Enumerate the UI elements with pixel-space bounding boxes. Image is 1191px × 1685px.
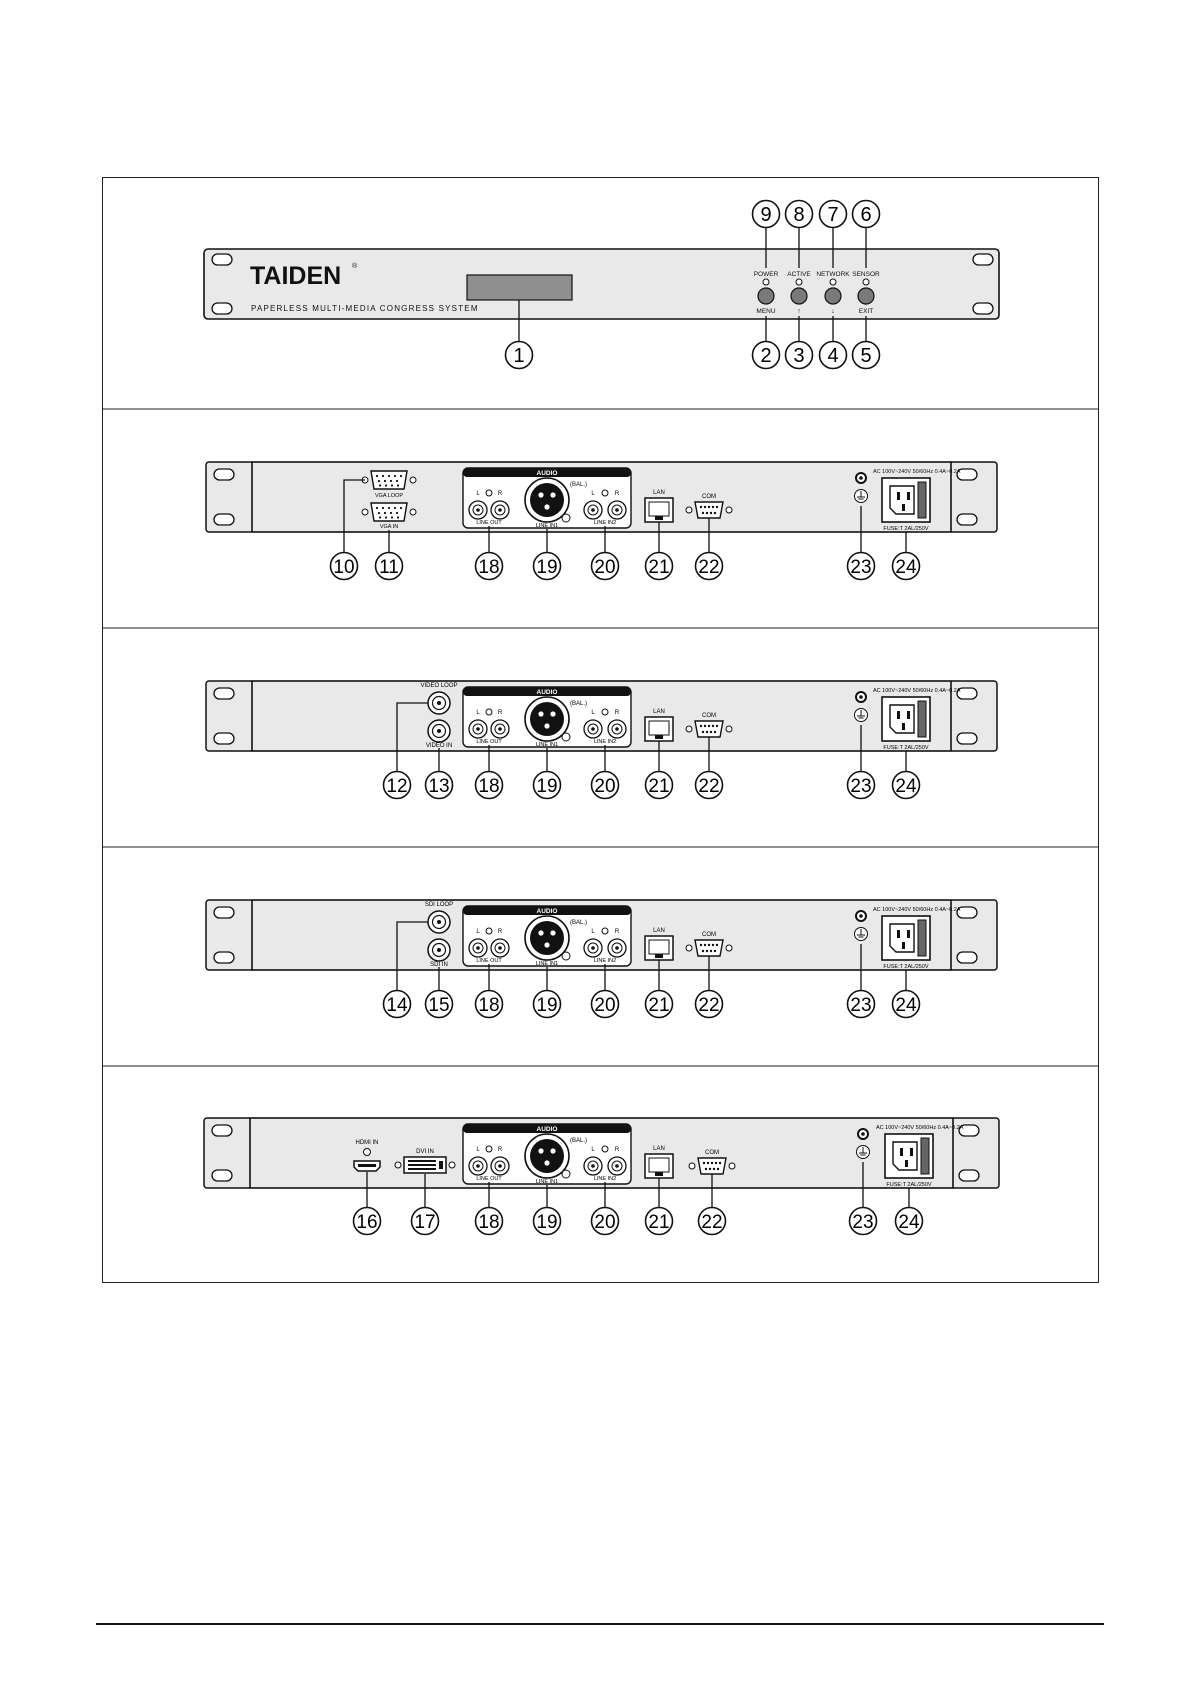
svg-text:LINE IN2: LINE IN2 [593,1176,617,1182]
callout-11 [376,553,403,580]
svg-text:R: R [614,491,620,497]
callout-23 [850,1208,877,1235]
svg-text:L: L [591,1147,595,1153]
svg-text:24: 24 [895,995,917,1016]
svg-text:COM: COM [705,1150,719,1156]
callout-18 [476,772,503,799]
lan-port[interactable] [645,717,673,741]
svg-text:20: 20 [594,776,616,797]
svg-text:16: 16 [356,1212,378,1233]
line-out-right-jack[interactable] [491,501,509,519]
svg-text:VIDEO LOOP: VIDEO LOOP [420,683,458,689]
svg-text:19: 19 [536,1212,558,1233]
rear-panel-hdmi-dvi [204,1118,999,1235]
line-in2-right-jack[interactable] [608,501,626,519]
svg-text:COM: COM [702,494,716,500]
svg-text:18: 18 [478,776,500,797]
svg-text:SDI IN: SDI IN [430,962,448,968]
exit-button[interactable] [858,288,874,304]
svg-text:21: 21 [648,1212,670,1233]
svg-text:8: 8 [793,204,805,226]
svg-text:4: 4 [827,345,839,367]
power-led [763,279,769,285]
svg-text:LINE IN1: LINE IN1 [535,742,559,748]
line-in1-xlr[interactable] [525,1134,570,1178]
svg-text:FUSE:T 2AL/250V: FUSE:T 2AL/250V [886,1182,932,1188]
callout-21 [646,772,673,799]
power-inlet[interactable] [882,916,930,960]
svg-text:R: R [614,1147,620,1153]
callout-16 [354,1208,381,1235]
menu-button[interactable] [758,288,774,304]
svg-text:HDMI IN: HDMI IN [355,1140,379,1146]
bal-label: (BAL.) [570,482,588,488]
svg-text:VIDEO IN: VIDEO IN [425,743,453,749]
svg-text:24: 24 [898,1212,920,1233]
callout-23 [848,553,875,580]
svg-text:LINE IN2: LINE IN2 [593,958,617,964]
svg-text:2: 2 [760,345,772,367]
line-out-right-jack[interactable] [491,1157,509,1175]
svg-text:18: 18 [478,1212,500,1233]
line-in2-left-jack[interactable] [584,720,602,738]
svg-text:FUSE:T 2AL/250V: FUSE:T 2AL/250V [883,964,929,970]
svg-text:LAN: LAN [653,709,665,715]
callout-23 [848,991,875,1018]
svg-text:21: 21 [648,776,670,797]
svg-text:LINE OUT: LINE OUT [476,520,502,526]
callout-24 [896,1208,923,1235]
audio-label: AUDIO [536,470,558,477]
line-in1-xlr[interactable] [525,916,570,960]
callout-24 [893,991,920,1018]
lan-port[interactable] [645,498,673,522]
svg-text:SDI LOOP: SDI LOOP [424,902,454,908]
svg-text:L: L [476,491,480,497]
svg-text:18: 18 [478,557,500,578]
front-panel [204,201,999,369]
front-tagline: PAPERLESS MULTI-MEDIA CONGRESS SYSTEM [251,304,479,313]
sensor-led [863,279,869,285]
svg-text:7: 7 [827,204,839,226]
callout-12 [384,772,411,799]
button-label-up: ↑ [797,308,801,315]
sdi-in-bnc[interactable] [428,939,450,961]
line-out-left-jack[interactable] [469,720,487,738]
line-out-left-jack[interactable] [469,501,487,519]
svg-text:LINE IN1: LINE IN1 [535,1179,559,1185]
svg-text:L: L [476,1147,480,1153]
svg-text:R: R [497,710,503,716]
rear-panel-vga [206,462,997,580]
power-inlet[interactable] [885,1134,933,1178]
callout-14 [384,991,411,1018]
svg-text:20: 20 [594,995,616,1016]
svg-text:21: 21 [648,995,670,1016]
svg-text:23: 23 [850,557,872,578]
svg-text:20: 20 [594,1212,616,1233]
svg-text:22: 22 [701,1212,723,1233]
svg-text:L: L [591,710,595,716]
svg-text:VGA IN: VGA IN [379,524,399,530]
callout-22 [699,1208,726,1235]
lan-port[interactable] [645,936,673,960]
svg-text:17: 17 [414,1212,436,1233]
callout-10 [331,553,358,580]
svg-text:19: 19 [536,557,558,578]
callout-21 [646,553,673,580]
button-label-exit: EXIT [858,308,874,315]
callout-23 [848,772,875,799]
button-label-down: ↓ [831,308,835,315]
callout-22 [696,991,723,1018]
svg-text:1: 1 [513,345,525,367]
line-in2-right-jack[interactable] [608,939,626,957]
callout-20 [592,772,619,799]
lcd-display [467,275,572,300]
svg-text:14: 14 [386,995,408,1016]
svg-text:L: L [476,929,480,935]
svg-text:LINE IN2: LINE IN2 [593,520,617,526]
svg-text:FUSE:T 2AL/250V: FUSE:T 2AL/250V [883,745,929,751]
down-button[interactable] [825,288,841,304]
callout-18 [476,553,503,580]
svg-text:COM: COM [702,932,716,938]
svg-text:LINE OUT: LINE OUT [476,1176,502,1182]
svg-text:COM: COM [702,713,716,719]
audio-label: AUDIO [536,1126,558,1133]
callout-24 [893,772,920,799]
svg-text:20: 20 [594,557,616,578]
svg-text:AC 100V~240V 50/60Hz 0.4A~0.2A: AC 100V~240V 50/60Hz 0.4A~0.2A [873,469,961,475]
svg-text:R: R [614,710,620,716]
power-inlet[interactable] [882,478,930,522]
up-button[interactable] [791,288,807,304]
svg-text:12: 12 [386,776,408,797]
rear-panel-sdi [206,900,997,1018]
line-in2-right-jack[interactable] [608,1157,626,1175]
svg-text:LINE OUT: LINE OUT [476,958,502,964]
callout-3 [786,342,813,369]
svg-text:VGA LOOP: VGA LOOP [374,493,404,499]
svg-text:18: 18 [478,995,500,1016]
callout-6 [853,201,880,228]
svg-text:13: 13 [428,776,450,797]
indicator-label-network: NETWORK [816,271,850,278]
callout-2 [753,342,780,369]
callout-19 [534,1208,561,1235]
svg-text:11: 11 [379,557,399,578]
callout-7 [820,201,847,228]
audio-label: AUDIO [536,689,558,696]
line-in2-left-jack[interactable] [584,1157,602,1175]
indicator-label-power: POWER [753,271,779,278]
callout-20 [592,1208,619,1235]
svg-text:LINE IN1: LINE IN1 [535,961,559,967]
svg-text:L: L [591,929,595,935]
svg-text:R: R [497,491,503,497]
callout-19 [534,772,561,799]
callout-1 [506,342,533,369]
power-inlet[interactable] [882,697,930,741]
svg-text:R: R [497,929,503,935]
bal-label: (BAL.) [570,1138,588,1144]
callout-9 [753,201,780,228]
svg-text:LINE IN2: LINE IN2 [593,739,617,745]
bal-label: (BAL.) [570,920,588,926]
line-in2-left-jack[interactable] [584,501,602,519]
svg-text:22: 22 [698,776,720,797]
svg-text:19: 19 [536,776,558,797]
button-label-menu: MENU [756,308,776,315]
svg-text:LAN: LAN [653,928,665,934]
callout-15 [426,991,453,1018]
line-in1-xlr[interactable] [525,697,570,741]
line-in2-left-jack[interactable] [584,939,602,957]
line-out-right-jack[interactable] [491,720,509,738]
svg-text:22: 22 [698,995,720,1016]
svg-text:3: 3 [793,345,805,367]
callout-19 [534,991,561,1018]
callout-18 [476,1208,503,1235]
callout-20 [592,991,619,1018]
callout-19 [534,553,561,580]
callout-20 [592,553,619,580]
callout-22 [696,772,723,799]
rear-panel-video [206,681,997,799]
callout-17 [412,1208,439,1235]
svg-text:5: 5 [860,345,872,367]
indicator-label-sensor: SENSOR [852,271,880,278]
svg-text:23: 23 [850,995,872,1016]
svg-text:6: 6 [860,204,872,226]
callout-5 [853,342,880,369]
svg-text:R: R [497,1147,503,1153]
dvi-in-port[interactable] [395,1157,455,1173]
svg-text:10: 10 [333,557,355,578]
callout-21 [646,991,673,1018]
svg-text:R: R [614,929,620,935]
svg-text:LAN: LAN [653,490,665,496]
svg-text:L: L [591,491,595,497]
svg-text:24: 24 [895,776,917,797]
svg-text:23: 23 [850,776,872,797]
footer-rule [96,1623,1104,1625]
callout-4 [820,342,847,369]
svg-text:AC 100V~240V 50/60Hz 0.4A~0.2A: AC 100V~240V 50/60Hz 0.4A~0.2A [876,1125,964,1131]
svg-text:24: 24 [895,557,917,578]
svg-text:FUSE:T 2AL/250V: FUSE:T 2AL/250V [883,526,929,532]
line-out-right-jack[interactable] [491,939,509,957]
network-led [830,279,836,285]
callout-18 [476,991,503,1018]
svg-text:LAN: LAN [653,1146,665,1152]
bal-label: (BAL.) [570,701,588,707]
line-in1-xlr[interactable] [525,478,570,522]
sdi-loop-bnc[interactable] [428,911,450,933]
video-loop-bnc[interactable] [428,692,450,714]
callout-8 [786,201,813,228]
indicator-label-active: ACTIVE [787,271,811,278]
svg-text:9: 9 [760,204,772,226]
lan-port[interactable] [645,1154,673,1178]
line-out-left-jack[interactable] [469,1157,487,1175]
svg-text:DVI IN: DVI IN [416,1149,434,1155]
audio-label: AUDIO [536,908,558,915]
svg-text:AC 100V~240V 50/60Hz 0.4A~0.2A: AC 100V~240V 50/60Hz 0.4A~0.2A [873,907,961,913]
registered-mark: ® [352,263,358,270]
active-led [796,279,802,285]
line-in2-right-jack[interactable] [608,720,626,738]
line-out-left-jack[interactable] [469,939,487,957]
hdmi-status-led [364,1149,371,1156]
svg-text:AC 100V~240V 50/60Hz 0.4A~0.2A: AC 100V~240V 50/60Hz 0.4A~0.2A [873,688,961,694]
svg-text:19: 19 [536,995,558,1016]
svg-text:L: L [476,710,480,716]
svg-text:15: 15 [428,995,450,1016]
svg-text:LINE IN1: LINE IN1 [535,523,559,529]
callout-24 [893,553,920,580]
callout-13 [426,772,453,799]
svg-text:21: 21 [648,557,670,578]
callout-21 [646,1208,673,1235]
svg-text:22: 22 [698,557,720,578]
callout-22 [696,553,723,580]
svg-text:LINE OUT: LINE OUT [476,739,502,745]
video-in-bnc[interactable] [428,720,450,742]
brand-logo: TAIDEN [250,262,342,290]
svg-text:23: 23 [852,1212,874,1233]
